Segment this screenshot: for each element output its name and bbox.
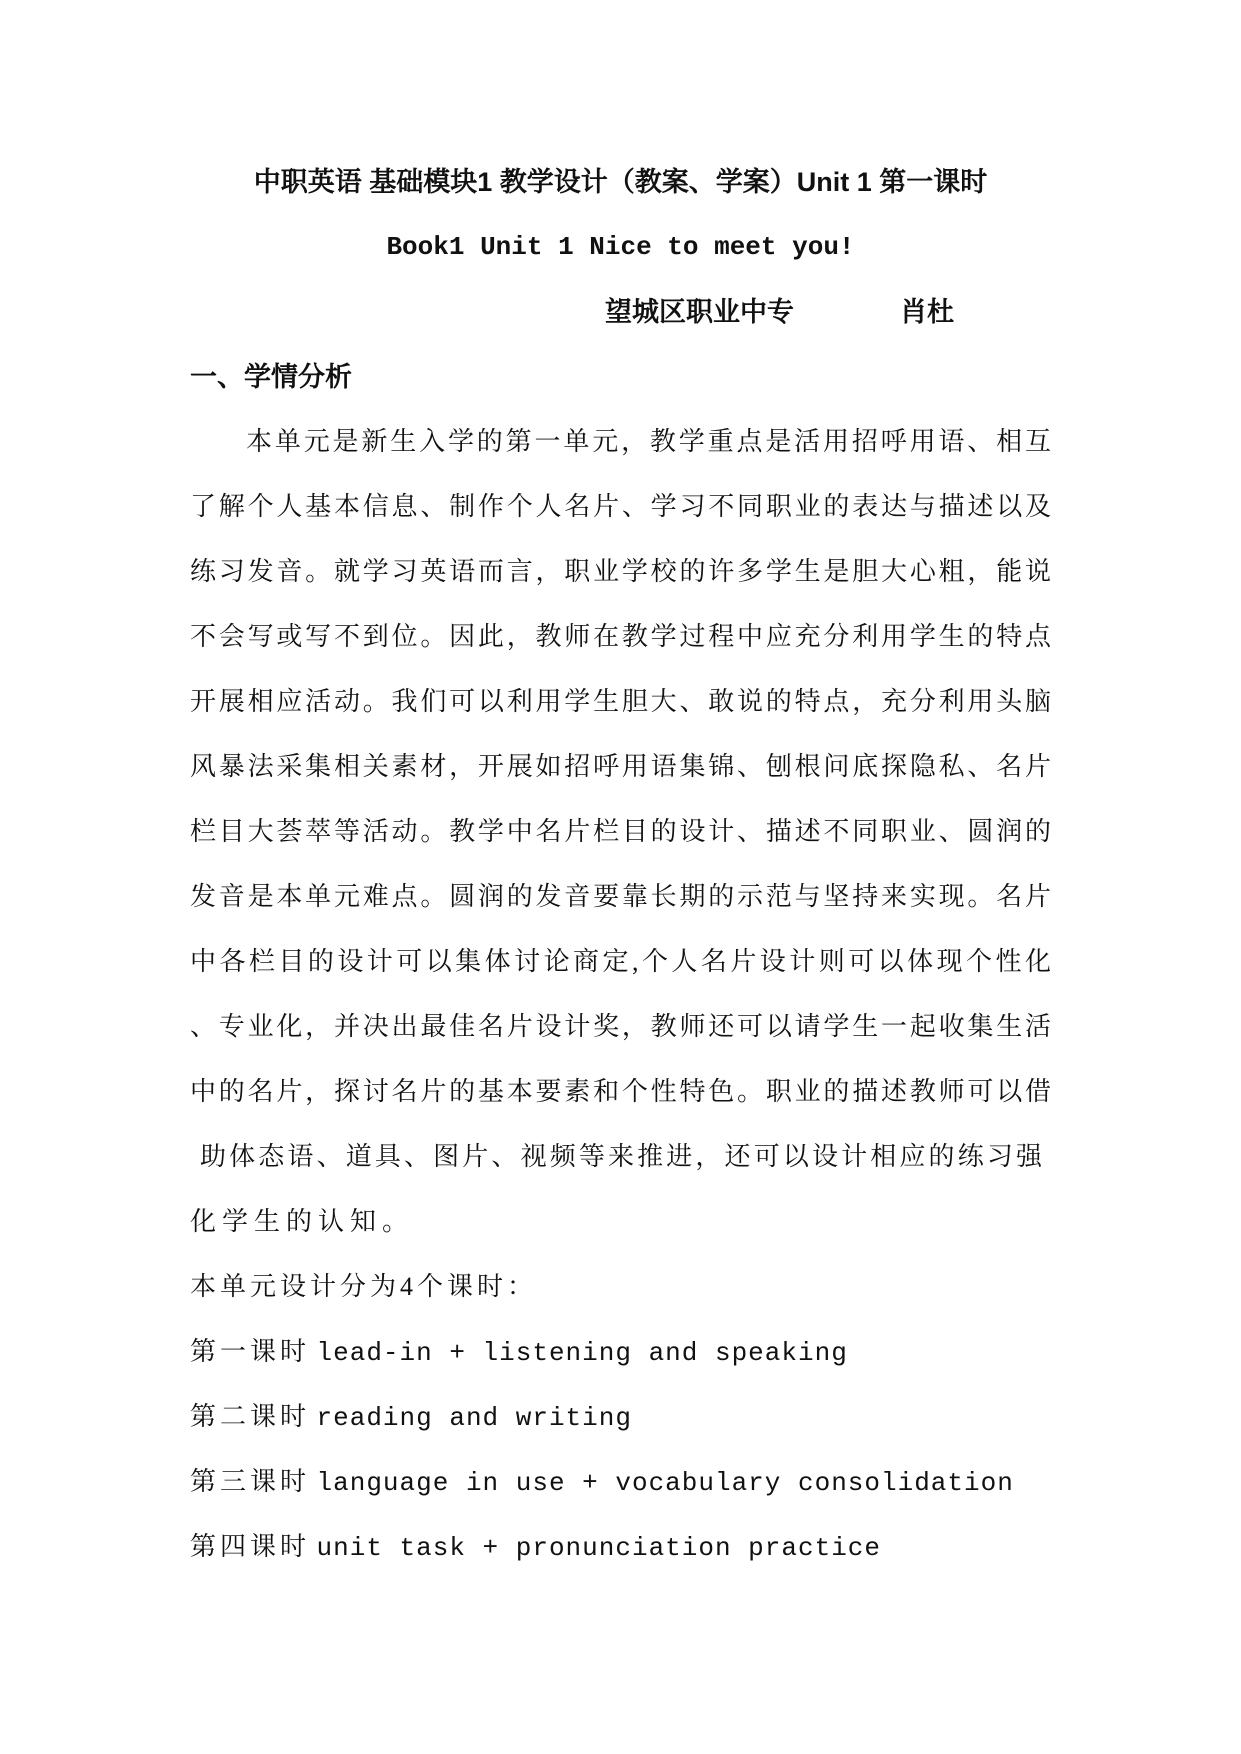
author-name: 肖杜 xyxy=(900,297,954,327)
paragraph-line: 了解个人基本信息、制作个人名片、学习不同职业的表达与描述以及 xyxy=(190,492,1051,521)
paragraph-line: 栏目大荟萃等活动。教学中名片栏目的设计、描述不同职业、圆润的 xyxy=(190,817,1051,846)
paragraph-line: 风暴法采集相关素材，开展如招呼用语集锦、刨根问底探隐私、名片 xyxy=(190,752,1051,781)
paragraph-line: 化学生的认知。 xyxy=(190,1207,415,1236)
lesson-item xyxy=(190,1530,1051,1565)
paragraph-line: 中的名片，探讨名片的基本要素和个性特色。职业的描述教师可以借 xyxy=(190,1077,1051,1106)
document-subtitle: Book1 Unit 1 Nice to meet you! xyxy=(386,232,855,262)
paragraph-line: 不会写或写不到位。因此，教师在教学过程中应充分利用学生的特点 xyxy=(190,622,1051,651)
lesson-label: 第四课时 xyxy=(190,1532,311,1561)
paragraph-line: 中各栏目的设计可以集体讨论商定,个人名片设计则可以体现个性化 xyxy=(190,947,1051,976)
lesson-item xyxy=(190,1465,1051,1500)
section-heading: 一、学情分析 xyxy=(190,362,352,392)
lesson-content: lead-in + listening and speaking xyxy=(316,1338,848,1368)
lesson-content: unit task + pronunciation practice xyxy=(316,1533,882,1563)
document-title: 中职英语 基础模块1 教学设计（教案、学案）Unit 1 第一课时 xyxy=(253,167,988,197)
lesson-content: language in use + vocabulary consolidation xyxy=(316,1468,1014,1498)
paragraph-line: 助体态语、道具、图片、视频等来推进，还可以设计相应的练习强 xyxy=(200,1142,1042,1171)
lesson-label: 第一课时 xyxy=(190,1337,311,1366)
lessons-intro: 本单元设计分为4个课时： xyxy=(190,1272,538,1301)
paragraph-line: 、专业化，并决出最佳名片设计奖，教师还可以请学生一起收集生活 xyxy=(190,1012,1051,1041)
lesson-item xyxy=(190,1400,1051,1435)
paragraph-line: 发音是本单元难点。圆润的发音要靠长期的示范与坚持来实现。名片 xyxy=(190,882,1051,911)
lesson-item xyxy=(190,1335,1051,1370)
paragraph-line: 本单元是新生入学的第一单元，教学重点是活用招呼用语、相互 xyxy=(246,427,1051,456)
lesson-label: 第三课时 xyxy=(190,1467,311,1496)
school-name: 望城区职业中专 xyxy=(605,297,794,327)
paragraph-line: 开展相应活动。我们可以利用学生胆大、敢说的特点，充分利用头脑 xyxy=(190,687,1051,716)
paragraph-line: 练习发音。就学习英语而言，职业学校的许多学生是胆大心粗，能说 xyxy=(190,557,1051,586)
lesson-content: reading and writing xyxy=(316,1403,632,1433)
lesson-label: 第二课时 xyxy=(190,1402,311,1431)
